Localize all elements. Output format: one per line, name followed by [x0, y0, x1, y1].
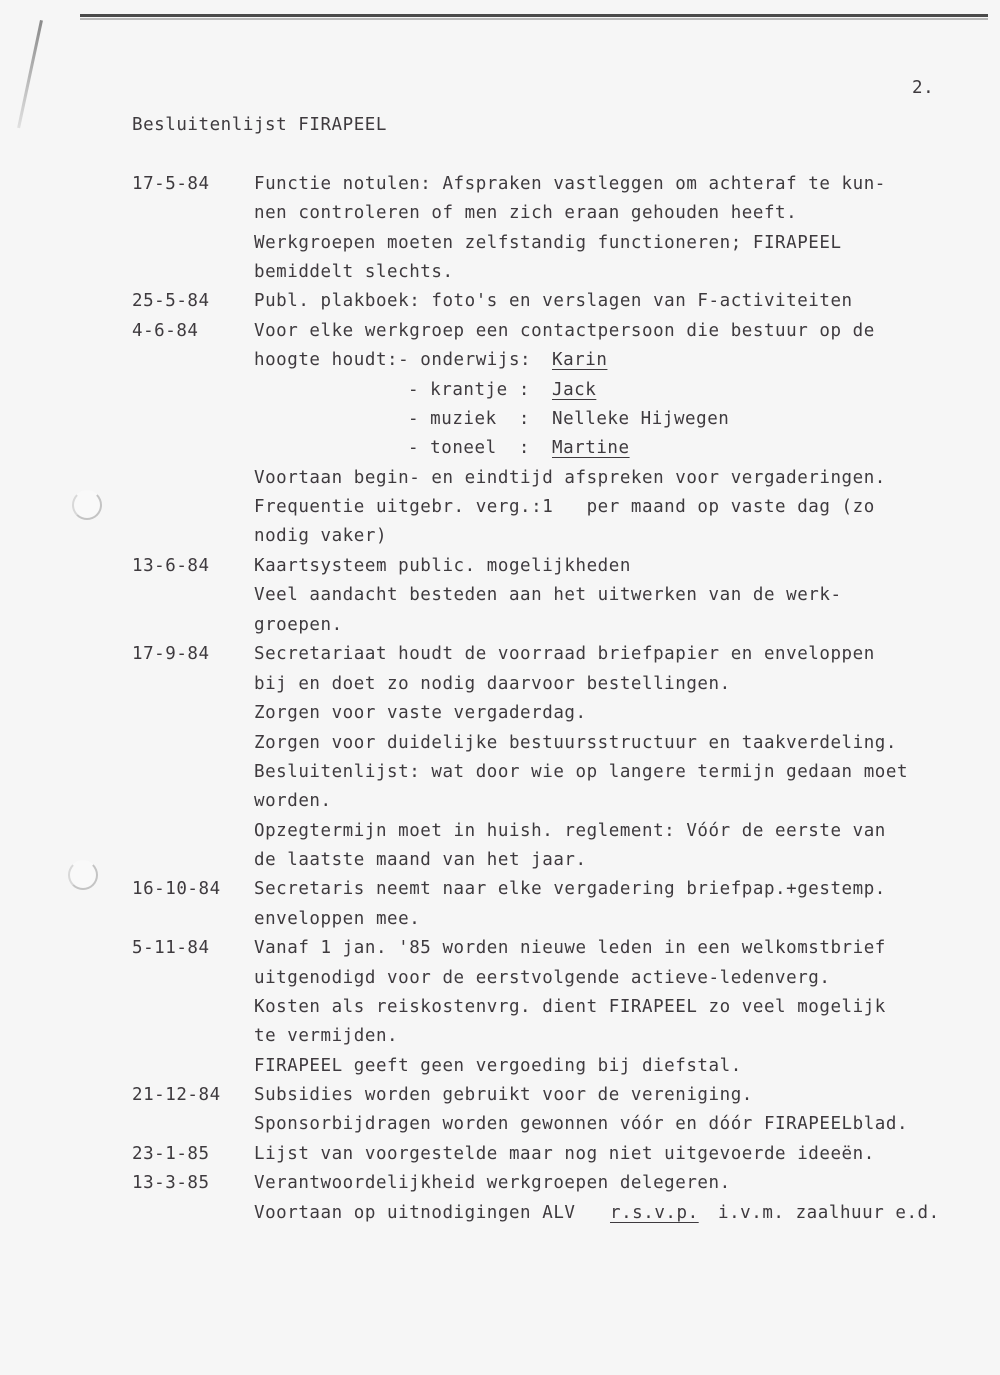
- entry-line: Publ. plakboek: foto's en verslagen van F-activiteiten: [254, 291, 853, 311]
- entry-line: Verantwoordelijkheid werkgroepen delegeren.: [254, 1173, 731, 1193]
- entry-line: - toneel :: [408, 438, 530, 458]
- punch-hole: [68, 860, 98, 890]
- entry-line: nodig vaker): [254, 526, 388, 546]
- page-top-edge: [80, 14, 988, 17]
- entry-line: te vermijden.: [254, 1026, 399, 1046]
- entry-line: - krantje :: [408, 380, 530, 400]
- entry-line: Kaartsysteem public. mogelijkheden: [254, 556, 631, 576]
- entry-line: de laatste maand van het jaar.: [254, 850, 587, 870]
- entry-date: 17-5-84: [132, 174, 210, 194]
- entry-line: Veel aandacht besteden aan het uitwerken van de werk-: [254, 585, 842, 605]
- page-top-edge-shadow: [80, 18, 988, 20]
- entry-line: nen controleren of men zich eraan gehouden heeft.: [254, 203, 798, 223]
- entry-line: hoogte houdt:- onderwijs:: [254, 350, 532, 370]
- rsvp-text: r.s.v.p.: [610, 1203, 699, 1223]
- entry-date: 23-1-85: [132, 1144, 210, 1164]
- punch-hole: [72, 490, 102, 520]
- page-number: 2.: [912, 78, 935, 98]
- entry-line: Functie notulen: Afspraken vastleggen om achteraf te kun-: [254, 174, 886, 194]
- entry-line: Sponsorbijdragen worden gewonnen vóór en dóór FIRAPEELblad.: [254, 1114, 909, 1134]
- contact-name: Jack: [552, 380, 597, 400]
- entry-line: Secretariaat houdt de voorraad briefpapier en enveloppen: [254, 644, 875, 664]
- entry-line: Vanaf 1 jan. '85 worden nieuwe leden in een welkomstbrief: [254, 938, 886, 958]
- entry-line: Kosten als reiskostenvrg. dient FIRAPEEL zo veel mogelijk: [254, 997, 886, 1017]
- entry-date: 13-6-84: [132, 556, 210, 576]
- entry-line: Opzegtermijn moet in huish. reglement: Vóór de eerste van: [254, 821, 886, 841]
- entry-line: enveloppen mee.: [254, 909, 421, 929]
- entry-line: Zorgen voor duidelijke bestuursstructuur en taakverdeling.: [254, 733, 897, 753]
- entry-date: 4-6-84: [132, 321, 199, 341]
- contact-name: Martine: [552, 438, 630, 458]
- entry-line: bij en doet zo nodig daarvoor bestellingen.: [254, 674, 731, 694]
- entry-line: Zorgen voor vaste vergaderdag.: [254, 703, 587, 723]
- entry-line: Secretaris neemt naar elke vergadering briefpap.+gestemp.: [254, 879, 886, 899]
- entry-date: 25-5-84: [132, 291, 210, 311]
- entry-line: - muziek :: [408, 409, 530, 429]
- entry-date: 17-9-84: [132, 644, 210, 664]
- entry-line: uitgenodigd voor de eerstvolgende actieve-ledenverg.: [254, 968, 831, 988]
- entry-date: 16-10-84: [132, 879, 221, 899]
- document-title: Besluitenlijst FIRAPEEL: [132, 115, 387, 135]
- entry-line: Lijst van voorgestelde maar nog niet uitgevoerde ideeën.: [254, 1144, 875, 1164]
- entry-line: Werkgroepen moeten zelfstandig functioneren; FIRAPEEL: [254, 233, 842, 253]
- entry-line: i.v.m. zaalhuur e.d.: [718, 1203, 940, 1223]
- contact-name: Nelleke Hijwegen: [552, 409, 730, 429]
- entry-line: bemiddelt slechts.: [254, 262, 454, 282]
- entry-line: worden.: [254, 791, 332, 811]
- entry-line: Voor elke werkgroep een contactpersoon die bestuur op de: [254, 321, 875, 341]
- entry-date: 21-12-84: [132, 1085, 221, 1105]
- entry-line: Voortaan op uitnodigingen ALV: [254, 1203, 576, 1223]
- contact-name: Karin: [552, 350, 608, 370]
- page-left-edge: [17, 20, 43, 128]
- entry-date: 13-3-85: [132, 1173, 210, 1193]
- entry-line: Besluitenlijst: wat door wie op langere termijn gedaan moet: [254, 762, 909, 782]
- entry-line: groepen.: [254, 615, 343, 635]
- entry-line: Subsidies worden gebruikt voor de vereniging.: [254, 1085, 753, 1105]
- entry-date: 5-11-84: [132, 938, 210, 958]
- entry-line: Voortaan begin- en eindtijd afspreken voor vergaderingen.: [254, 468, 886, 488]
- entry-line: Frequentie uitgebr. verg.:1 per maand op vaste dag (zo: [254, 497, 875, 517]
- entry-line: FIRAPEEL geeft geen vergoeding bij diefstal.: [254, 1056, 742, 1076]
